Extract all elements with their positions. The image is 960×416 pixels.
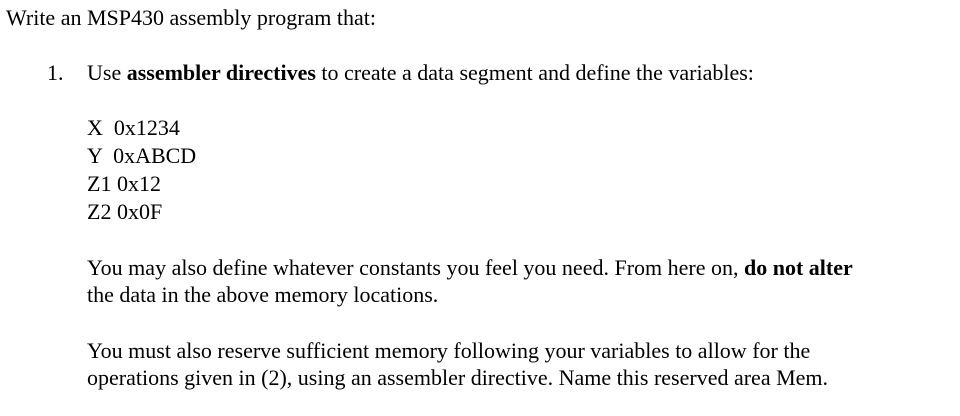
list-item-text — [87, 59, 754, 87]
variable-definition: Z2 0x0F — [87, 199, 163, 224]
variable-definition: Y 0xABCD — [87, 143, 197, 168]
item-text-after: to create a data segment and define the variables: — [315, 60, 754, 85]
variable-definition: Z1 0x12 — [87, 171, 161, 196]
item-text-before: Use — [87, 60, 127, 85]
paragraph-constants-line2: the data in the above memory locations. — [87, 282, 439, 307]
paragraph-constants-bold: do not alter — [744, 255, 853, 280]
paragraph-constants-text: You may also define whatever constants you feel you need. From here on, — [87, 255, 744, 280]
document-heading: Write an MSP430 assembly program that: — [6, 5, 377, 30]
paragraph-constants-line1 — [87, 254, 853, 282]
item-text-bold: assembler directives — [126, 60, 316, 85]
paragraph-reserve-line2: operations given in (2), using an assembler directive. Name this reserved area Mem. — [87, 365, 829, 390]
variable-definition: X 0x1234 — [87, 115, 180, 140]
list-item-number: 1. — [47, 60, 64, 85]
paragraph-reserve-line1: You must also reserve sufficient memory following your variables to allow for the — [87, 338, 811, 363]
